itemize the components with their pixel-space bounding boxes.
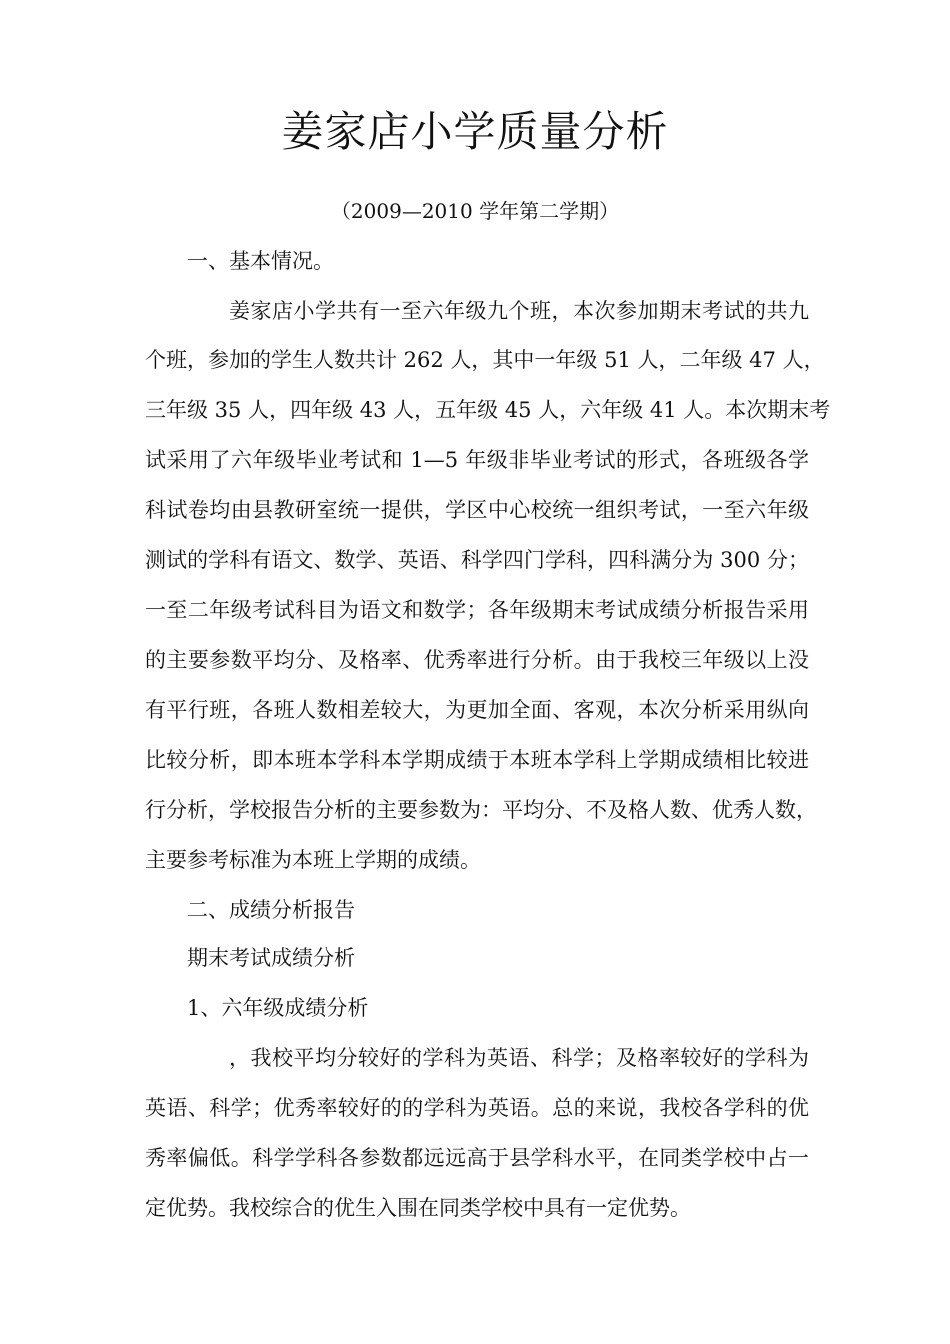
paragraph-line: 试采用了六年级毕业考试和 1—5 年级非毕业考试的形式，各班级各学 <box>145 448 809 472</box>
paragraph-line: 比较分析，即本班本学科本学期成绩于本班本学科上学期成绩相比较进 <box>145 748 809 772</box>
paragraph-line: 个班，参加的学生人数共计 262 人，其中一年级 51 人，二年级 47 人， <box>145 348 825 372</box>
paragraph-line: 秀率偏低。科学学科各参数都远远高于县学科水平，在同类学校中占一 <box>145 1146 809 1170</box>
document-title: 姜家店小学质量分析 <box>281 107 669 156</box>
paragraph-line: 有平行班，各班人数相差较大，为更加全面、客观，本次分析采用纵向 <box>145 698 809 722</box>
paragraph-line: 三年级 35 人，四年级 43 人，五年级 45 人，六年级 41 人。本次期末考 <box>145 398 831 422</box>
document-subtitle: （2009—2010 学年第二学期） <box>330 199 620 223</box>
sub-heading-grade-six: 1、六年级成绩分析 <box>187 996 369 1020</box>
section-heading-basic-info: 一、基本情况。 <box>187 249 334 273</box>
paragraph-line: 定优势。我校综合的优生入围在同类学校中具有一定优势。 <box>145 1196 691 1220</box>
paragraph-line: 测试的学科有语文、数学、英语、科学四门学科，四科满分为 300 分； <box>145 548 809 572</box>
paragraph-line: 主要参考标准为本班上学期的成绩。 <box>145 848 481 872</box>
paragraph-line: 的主要参数平均分、及格率、优秀率进行分析。由于我校三年级以上没 <box>145 648 809 672</box>
section-heading-score-report: 二、成绩分析报告 <box>187 898 355 922</box>
paragraph-line: 科试卷均由县教研室统一提供，学区中心校统一组织考试，一至六年级 <box>145 498 809 522</box>
paragraph-line: 一至二年级考试科目为语文和数学；各年级期末考试成绩分析报告采用 <box>145 598 809 622</box>
paragraph-line: 行分析，学校报告分析的主要参数为：平均分、不及格人数、优秀人数， <box>145 798 817 822</box>
paragraph-line: 英语、科学；优秀率较好的的学科为英语。总的来说，我校各学科的优 <box>145 1096 809 1120</box>
sub-heading-final-exam: 期末考试成绩分析 <box>187 946 355 970</box>
paragraph-line: 姜家店小学共有一至六年级九个班，本次参加期末考试的共九 <box>229 299 809 323</box>
paragraph-line: ，我校平均分较好的学科为英语、科学；及格率较好的学科为 <box>229 1046 809 1070</box>
